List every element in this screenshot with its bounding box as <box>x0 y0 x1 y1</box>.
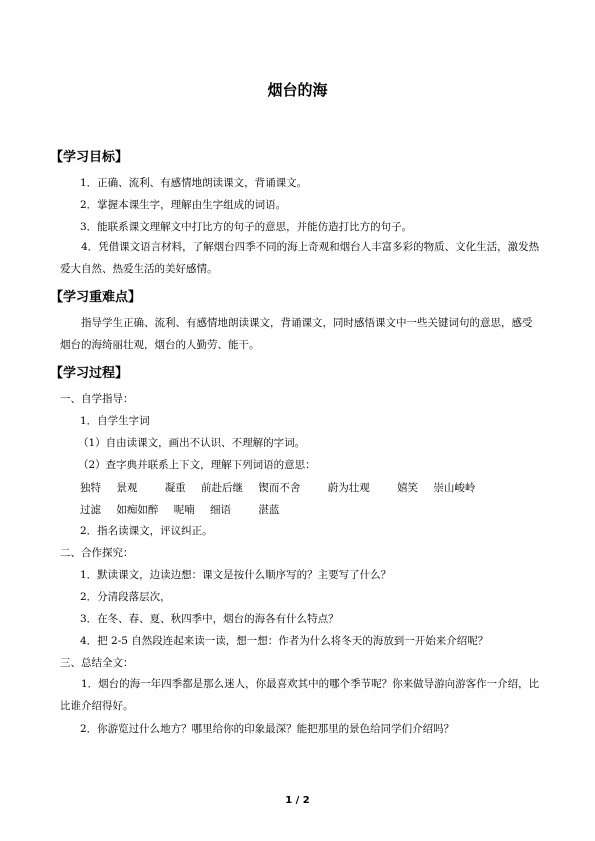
section-heading-focus: 【学习重难点】 <box>50 290 142 305</box>
goal-item: 1．正确、流利、有感情地朗读课文，背诵课文。 <box>80 177 308 189</box>
vocab-term: 蔚为壮观 <box>327 482 370 494</box>
focus-text: 指导学生正确、流利、有感情地朗读课文，背诵课文，同时感悟课文中一些关键词句的意思，感受烟台的海绮丽壮观，烟台的人勤劳、能干。 <box>60 317 533 351</box>
summary-item: 1．烟台的海一年四季都是那么迷人，你最喜欢其中的哪个季节呢？你来做导游向游客作一介绍，比比谁介绍得好。 <box>60 678 540 712</box>
step-item: 2．指名读课文，评议纠正。 <box>80 525 213 537</box>
section-heading-goals: 【学习目标】 <box>50 150 129 165</box>
vocab-term: 景观 <box>116 482 138 494</box>
vocab-term: 呢喃 <box>173 504 195 516</box>
vocab-term: 凝重 <box>164 482 186 494</box>
vocab-term: 前赴后继 <box>201 482 244 494</box>
vocab-row <box>80 502 291 517</box>
part-heading: 二、合作探究： <box>60 547 134 559</box>
part-heading: 三、总结全文： <box>60 657 134 669</box>
inquiry-item: 3．在冬、春、夏、秋四季中，烟台的海各有什么特点？ <box>80 613 339 625</box>
vocab-term: 如痴如醉 <box>116 504 159 516</box>
step-item: 1．自学生字词 <box>80 415 150 427</box>
summary-item: 2．你游览过什么地方？哪里给你的印象最深？能把那里的景色给同学们介绍吗？ <box>80 723 455 735</box>
inquiry-item: 2．分清段落层次， <box>80 591 171 603</box>
vocab-term: 细语 <box>210 504 232 516</box>
vocab-term: 湛蓝 <box>258 504 280 516</box>
vocab-row <box>80 480 487 495</box>
goal-item: 4．凭借课文语言材料，了解烟台四季不同的海上奇观和烟台人丰富多彩的物质、文化生活，激发热爱大自然、热爱生活的美好感情。 <box>60 241 540 275</box>
vocab-term: 过滤 <box>80 504 101 516</box>
goal-item: 2．掌握本课生字，理解由生字组成的词语。 <box>80 199 287 211</box>
page-title: 烟台的海 <box>267 81 328 99</box>
goal-item: 3．能联系课文理解文中打比方的句子的意思，并能仿造打比方的句子。 <box>80 221 413 233</box>
sub-step: （2）查字典并联系上下文，理解下列词语的意思： <box>78 459 316 471</box>
section-heading-process: 【学习过程】 <box>50 366 129 381</box>
vocab-term: 独特 <box>80 482 101 494</box>
part-heading: 一、自学指导： <box>60 393 134 405</box>
page-number: 1 / 2 <box>285 795 310 806</box>
sub-step: （1）自由读课文，画出不认识、不理解的字词。 <box>78 437 306 449</box>
inquiry-item: 4．把 2-5 自然段连起来读一读，想一想：作者为什么将冬天的海放到一开始来介绍呢？ <box>80 635 489 647</box>
vocab-term: 锲而不舍 <box>258 482 301 494</box>
inquiry-item: 1．默读课文，边读边想：课文是按什么顺序写的？主要写了什么？ <box>80 569 392 581</box>
vocab-term: 嬉笑 <box>397 482 419 494</box>
vocab-term: 崇山峻岭 <box>433 482 476 494</box>
